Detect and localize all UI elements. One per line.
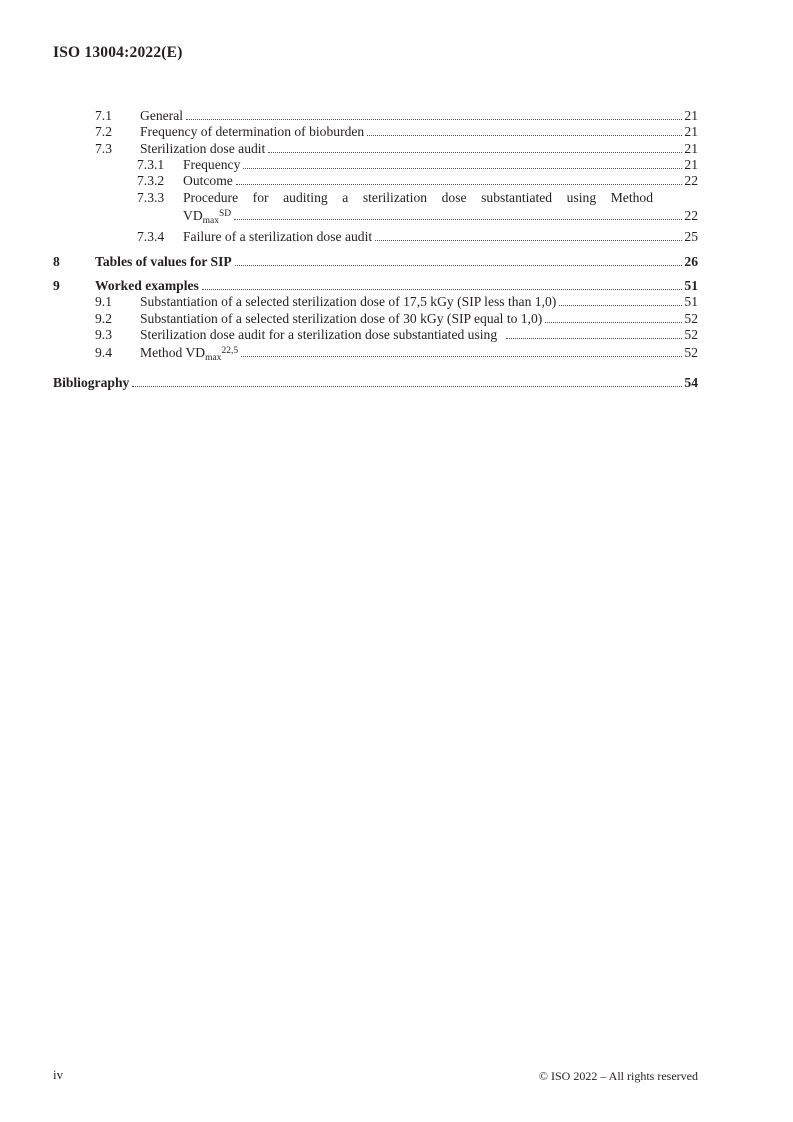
toc-entry-number: 7.2 — [95, 124, 112, 140]
toc-entry-number: 9.4 — [95, 345, 112, 361]
toc-row — [53, 141, 698, 157]
dot-leader — [367, 135, 682, 136]
toc-entry-page: 52 — [684, 327, 698, 343]
toc-row — [53, 343, 698, 366]
dot-leader — [202, 289, 683, 290]
toc-entry-number: 9 — [53, 278, 60, 294]
dot-leader — [375, 240, 682, 241]
toc-entry-number: 7.1 — [95, 108, 112, 123]
toc-entry-page: 21 — [684, 124, 698, 140]
toc-entry-number: 9.2 — [95, 310, 112, 326]
toc-entry-title: Frequency — [183, 157, 241, 173]
toc-entry-number: 7.3.1 — [137, 157, 165, 173]
subscript: max — [202, 216, 219, 227]
toc-entry-title: Substantiation of a selected sterilization dose of 17,5 kGy (SIP less than 1,0) — [140, 294, 557, 310]
toc-entry-number: 7.3.4 — [137, 229, 165, 245]
superscript: 22,5 — [221, 346, 239, 357]
toc-entry-number: 9.1 — [95, 294, 112, 310]
toc-entry-title: Substantiation of a selected sterilization dose of 30 kGy (SIP equal to 1,0) — [140, 310, 543, 326]
toc-entry-number: 9.3 — [95, 327, 112, 343]
superscript: SD — [219, 209, 232, 220]
toc-row — [53, 157, 698, 173]
toc-entry-page: 26 — [684, 253, 698, 269]
footer-page-number: iv — [53, 1067, 64, 1082]
toc-entry-page: 51 — [684, 278, 698, 294]
dot-leader — [234, 219, 682, 220]
toc-row — [53, 254, 698, 270]
toc-entry-title: $VD_{max}^{SD}$ — [183, 208, 232, 227]
toc-row — [53, 327, 698, 343]
toc — [53, 108, 698, 391]
footer-copyright: © ISO 2022 – All rights reserved — [538, 1069, 698, 1083]
toc-entry-page: 52 — [684, 345, 698, 361]
toc-entry-number: 7.3.2 — [137, 173, 165, 189]
toc-entry-title: Worked examples — [95, 278, 199, 294]
dot-leader — [186, 119, 682, 120]
toc-entry-title: Sterilization dose audit — [140, 140, 266, 156]
toc-entry-page: 21 — [684, 108, 698, 123]
toc-row — [53, 229, 698, 245]
toc-row — [53, 375, 698, 391]
toc-entry-page: 22 — [684, 173, 698, 189]
dot-leader — [243, 168, 682, 169]
toc-entry-title: Procedure for auditing a sterilization dose substantiated using Method — [183, 189, 653, 205]
toc-row — [53, 294, 698, 310]
dot-leader — [506, 338, 682, 339]
toc-entry-page: 22 — [684, 208, 698, 224]
dot-leader — [268, 152, 682, 153]
dot-leader — [559, 305, 682, 306]
toc-row — [53, 108, 698, 124]
toc-entry-title: Method $VD_{max}^{22,5}$ — [140, 345, 239, 364]
toc-entry-page: 21 — [684, 140, 698, 156]
toc-entry-title: Tables of values for SIP — [95, 253, 232, 269]
toc-row — [53, 278, 698, 294]
toc-entry-page: 51 — [684, 294, 698, 310]
toc-row — [53, 173, 698, 189]
toc-entry-title: Failure of a sterilization dose audit — [183, 229, 373, 245]
toc-entry-number: 7.3 — [95, 140, 112, 156]
toc-entry-page: 25 — [684, 229, 698, 245]
dot-leader — [235, 265, 683, 266]
dot-leader — [236, 184, 683, 185]
toc-row — [53, 124, 698, 140]
toc-row — [53, 206, 698, 229]
dot-leader — [545, 322, 682, 323]
dot-leader — [132, 386, 682, 387]
toc-entry-title: Sterilization dose audit for a sterilization dose substantiated using — [140, 327, 498, 343]
toc-entry-page: 52 — [684, 310, 698, 326]
toc-entry-page: 21 — [684, 157, 698, 173]
toc-entry-title: General — [140, 108, 184, 123]
toc-entry-number: 7.3.3 — [137, 189, 165, 205]
toc-row — [53, 190, 698, 206]
dot-leader — [241, 356, 682, 357]
toc-entry-number: 8 — [53, 253, 60, 269]
toc-entry-title: Bibliography — [53, 374, 130, 390]
toc-row — [53, 311, 698, 327]
document-reference-header: ISO 13004:2022(E) — [53, 44, 183, 61]
toc-entry-title: Outcome — [183, 173, 233, 189]
toc-entry-page: 54 — [684, 374, 698, 390]
subscript: max — [205, 353, 222, 364]
toc-entry-title: Frequency of determination of bioburden — [140, 124, 365, 140]
